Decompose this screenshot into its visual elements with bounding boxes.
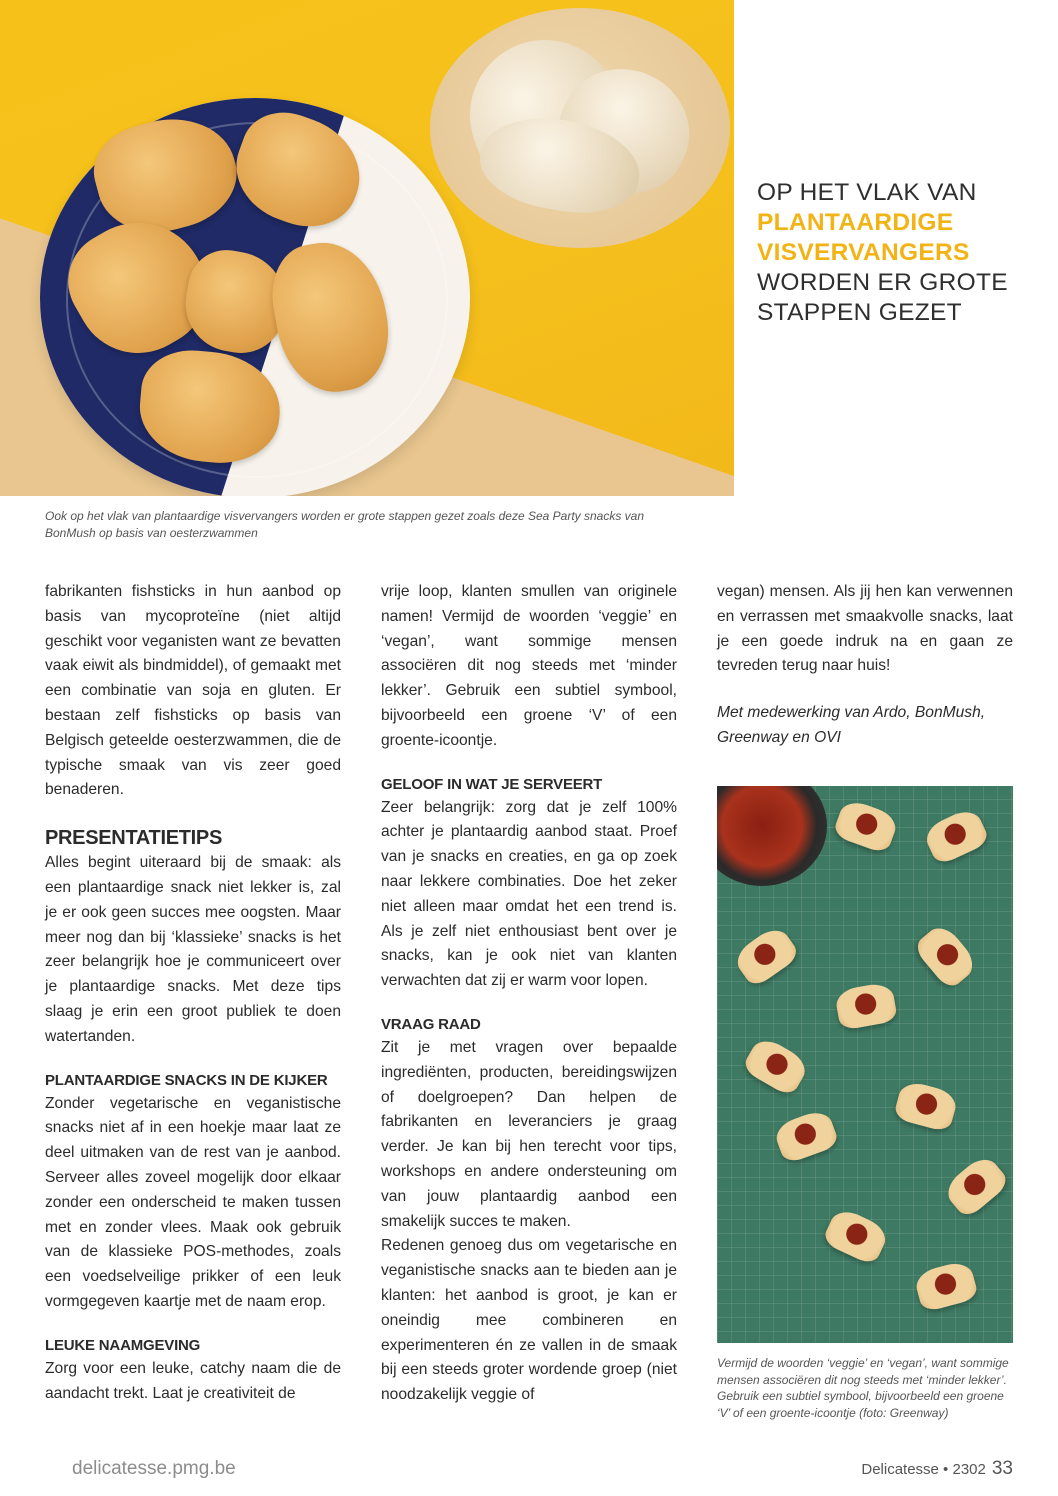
text-column-1 <box>45 580 341 1406</box>
paragraph: Zit je met vragen over bepaalde ingrediënten, producten, bereidingswijzen of doelgroepen? Dan helpen de fabrikanten en leveranciers je graag verder. Je kan bij hen terecht voor tips, workshops en andere ondersteuning om van jouw plantaardig aanbod een smakelijk succes te maken. <box>381 1038 677 1230</box>
paragraph: vrije loop, klanten smullen van originele namen! Vermijd de woorden ‘veggie’ en ‘vegan’, want sommige mensen associëren dit nog steeds met ‘minder lekker’. Gebruik een subtiel symbool, bijvoorbeeld een groene ‘V’ of een groente-icoontje. <box>381 583 677 749</box>
paragraph: fabrikanten fishsticks in hun aanbod op basis van mycoproteïne (niet altijd geschikt voor veganisten want ze bevatten vaak eiwit als bindmiddel), of gemaakt met een combinatie van soja en gluten. Er bestaan zelf fishsticks op basis van Belgisch geteelde oesterzwammen, die de typische smaak van vis zeer goed benaderen. <box>45 583 341 799</box>
website-link[interactable]: delicatesse.pmg.be <box>72 1458 236 1479</box>
credits: Met medewerking van Ardo, BonMush, Greenway en OVI <box>717 704 986 746</box>
paragraph: Zeer belangrijk: zorg dat je zelf 100% achter je plantaardig aanbod staat. Proef van je snacks en creaties, en ga op zoek naar lekkere combinaties. Doe het zeker niet alleen maar omdat het een trend is. Als je zelf niet enthousiast bent over je snacks, kan je ook niet van klanten verwachten dat zij er warm voor lopen. <box>381 798 677 990</box>
subheading: VRAAG RAAD <box>381 1015 481 1033</box>
section-heading: PRESENTATIETIPS <box>45 827 223 850</box>
paragraph: Alles begint uiteraard bij de smaak: als een plantaardige snack niet lekker is, zal je er ook geen succes mee oogsten. Maar meer nog dan bij ‘klassieke’ snacks is het zeer belangrijk hoe je communiceert over je plantaardige snacks. Met deze tips slaag je erin een groot publiek te doen watertanden. <box>45 854 341 1045</box>
magazine-issue: Delicatesse • 2302 <box>861 1461 986 1478</box>
subheading: PLANTAARDIGE SNACKS IN DE KIJKER <box>45 1071 328 1089</box>
page-number: 33 <box>991 1458 1013 1479</box>
photo-caption: Vermijd de woorden ‘veggie’ en ‘vegan’, want sommige mensen associëren dit nog steeds met ‘minder lekker’. Gebruik een subtiel symbool, bijvoorbeeld een groene ‘V’ of een groente-icoontje (foto: Greenway) <box>717 1356 1009 1420</box>
pull-quote-line: OP HET VLAK VAN <box>757 179 977 206</box>
paragraph: Zonder vegetarische en veganistische snacks niet af in een hoekje maar laat ze deel uitmaken van de rest van je aanbod. Serveer alles zoveel mogelijk door elkaar zonder een onderscheid te maken tussen met en zonder vlees. Maak ook gebruik van de klassieke POS-methodes, zoals een voedselveilige prikker of een leuk vormgegeven kaartje met de naam erop. <box>45 1094 341 1310</box>
pull-quote <box>757 178 1037 328</box>
subheading: GELOOF IN WAT JE SERVEERT <box>381 775 603 793</box>
paragraph: vegan) mensen. Als jij hen kan verwennen en verrassen met smaakvolle snacks, laat je een goede indruk na en gaan ze tevreden terug naar huis! <box>717 583 1013 675</box>
page-footer <box>861 1458 1013 1480</box>
photo-caption: Ook op het vlak van plantaardige visvervangers worden er grote stappen gezet zoals deze Sea Party snacks van BonMush op basis van oesterzwammen <box>45 509 645 540</box>
text-column-3 <box>717 580 1013 751</box>
paragraph: Zorg voor een leuke, catchy naam die de aandacht trekt. Laat je creativiteit de <box>45 1359 341 1402</box>
paragraph: Redenen genoeg dus om vegetarische en veganistische snacks aan te bieden aan je klanten: het aanbod is groot, je kan er oneindig mee combineren en experimenteren én ze vallen in de smaak bij een steeds groter wordende groep (niet noodzakelijk veggie of <box>381 1237 677 1404</box>
pull-quote-line: WORDEN ER GROTE <box>757 269 1008 296</box>
pastry-photo <box>717 786 1013 1343</box>
pull-quote-line: STAPPEN GEZET <box>757 299 962 326</box>
pull-quote-highlight: VISVERVANGERS <box>757 239 970 266</box>
subheading: LEUKE NAAMGEVING <box>45 1336 201 1354</box>
pull-quote-highlight: PLANTAARDIGE <box>757 209 954 236</box>
hero-photo <box>0 0 734 496</box>
text-column-2 <box>381 580 677 1408</box>
